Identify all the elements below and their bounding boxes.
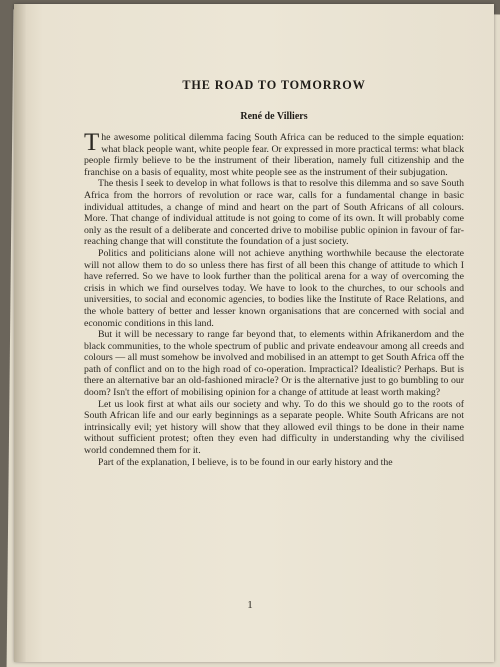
paragraph: The thesis I seek to develop in what follows is that to resolve this dilemma and so save South Africa from the horrors of revolution or race war, calls for a fundamental change in basic individual attitudes, a change of mind and heart on the part of South Africans of all colours. More. That change of individual attitude is not going to come of its own. It will probably come only as the result of a deliberate and concerted drive to mobilise public opinion in favour of far-reaching change that will constitute the foundation of a just society. [84, 178, 464, 248]
page-binding-shadow [14, 4, 26, 662]
paragraph: But it will be necessary to range far beyond that, to elements within Afrikanerdom and the black communities, to the whole spectrum of public and private endeavour among all creeds and colours — all must somehow be involved and mobilised in an attempt to get South Africa off the path of conflict and on to the high road of co-operation. Impractical? Idealistic? Perhaps. But is there an alternative bar an old-fashioned miracle? Or is the alternative just to go bumbling to our doom? Isn't the effort of mobilising opinion for a change of attitude at least worth making? [84, 329, 464, 399]
article-title: THE ROAD TO TOMORROW [182, 78, 366, 92]
page-number: 1 [247, 599, 253, 611]
paragraph: Politics and politicians alone will not achieve anything worthwhile because the electorate will not allow them to do so unless there has first of all been this change of attitude to which I have referred. So we have to look further than the political arena for a way of overcoming the crisis in which we find ourselves today. We have to look to the churches, to our schools and universities, to social and economic agencies, to bodies like the Institute of Race Relations, and the whole battery of better and lesser known organisations that are concerned with social and economic conditions in this land. [84, 247, 464, 329]
paragraph-text: he awesome political dilemma facing South Africa can be reduced to the simple equation: what black people want, white people fear. Or expressed in more practical terms: what black people firmly believe to be the instrument of their liberation, namely full citizenship and the franchise on a basis of equality, most white people see as the instrument of their subjugation. [84, 132, 464, 178]
paragraph: Part of the explanation, I believe, is to be found in our early history and the [98, 456, 393, 468]
paragraph [84, 129, 464, 178]
article-author: René de Villiers [240, 111, 308, 122]
paragraph: Let us look first at what ails our society and why. To do this we should go to the roots of South African life and our early beginnings as a separate people. White South Africans are not intrinsically evil; yet history will show that they allowed evil things to be done in their name without sufficient protest; often they even had difficulty in understanding why the civilised world condemned them for it. [84, 398, 464, 457]
drop-cap: T [84, 129, 100, 156]
page-text-block [84, 78, 464, 468]
